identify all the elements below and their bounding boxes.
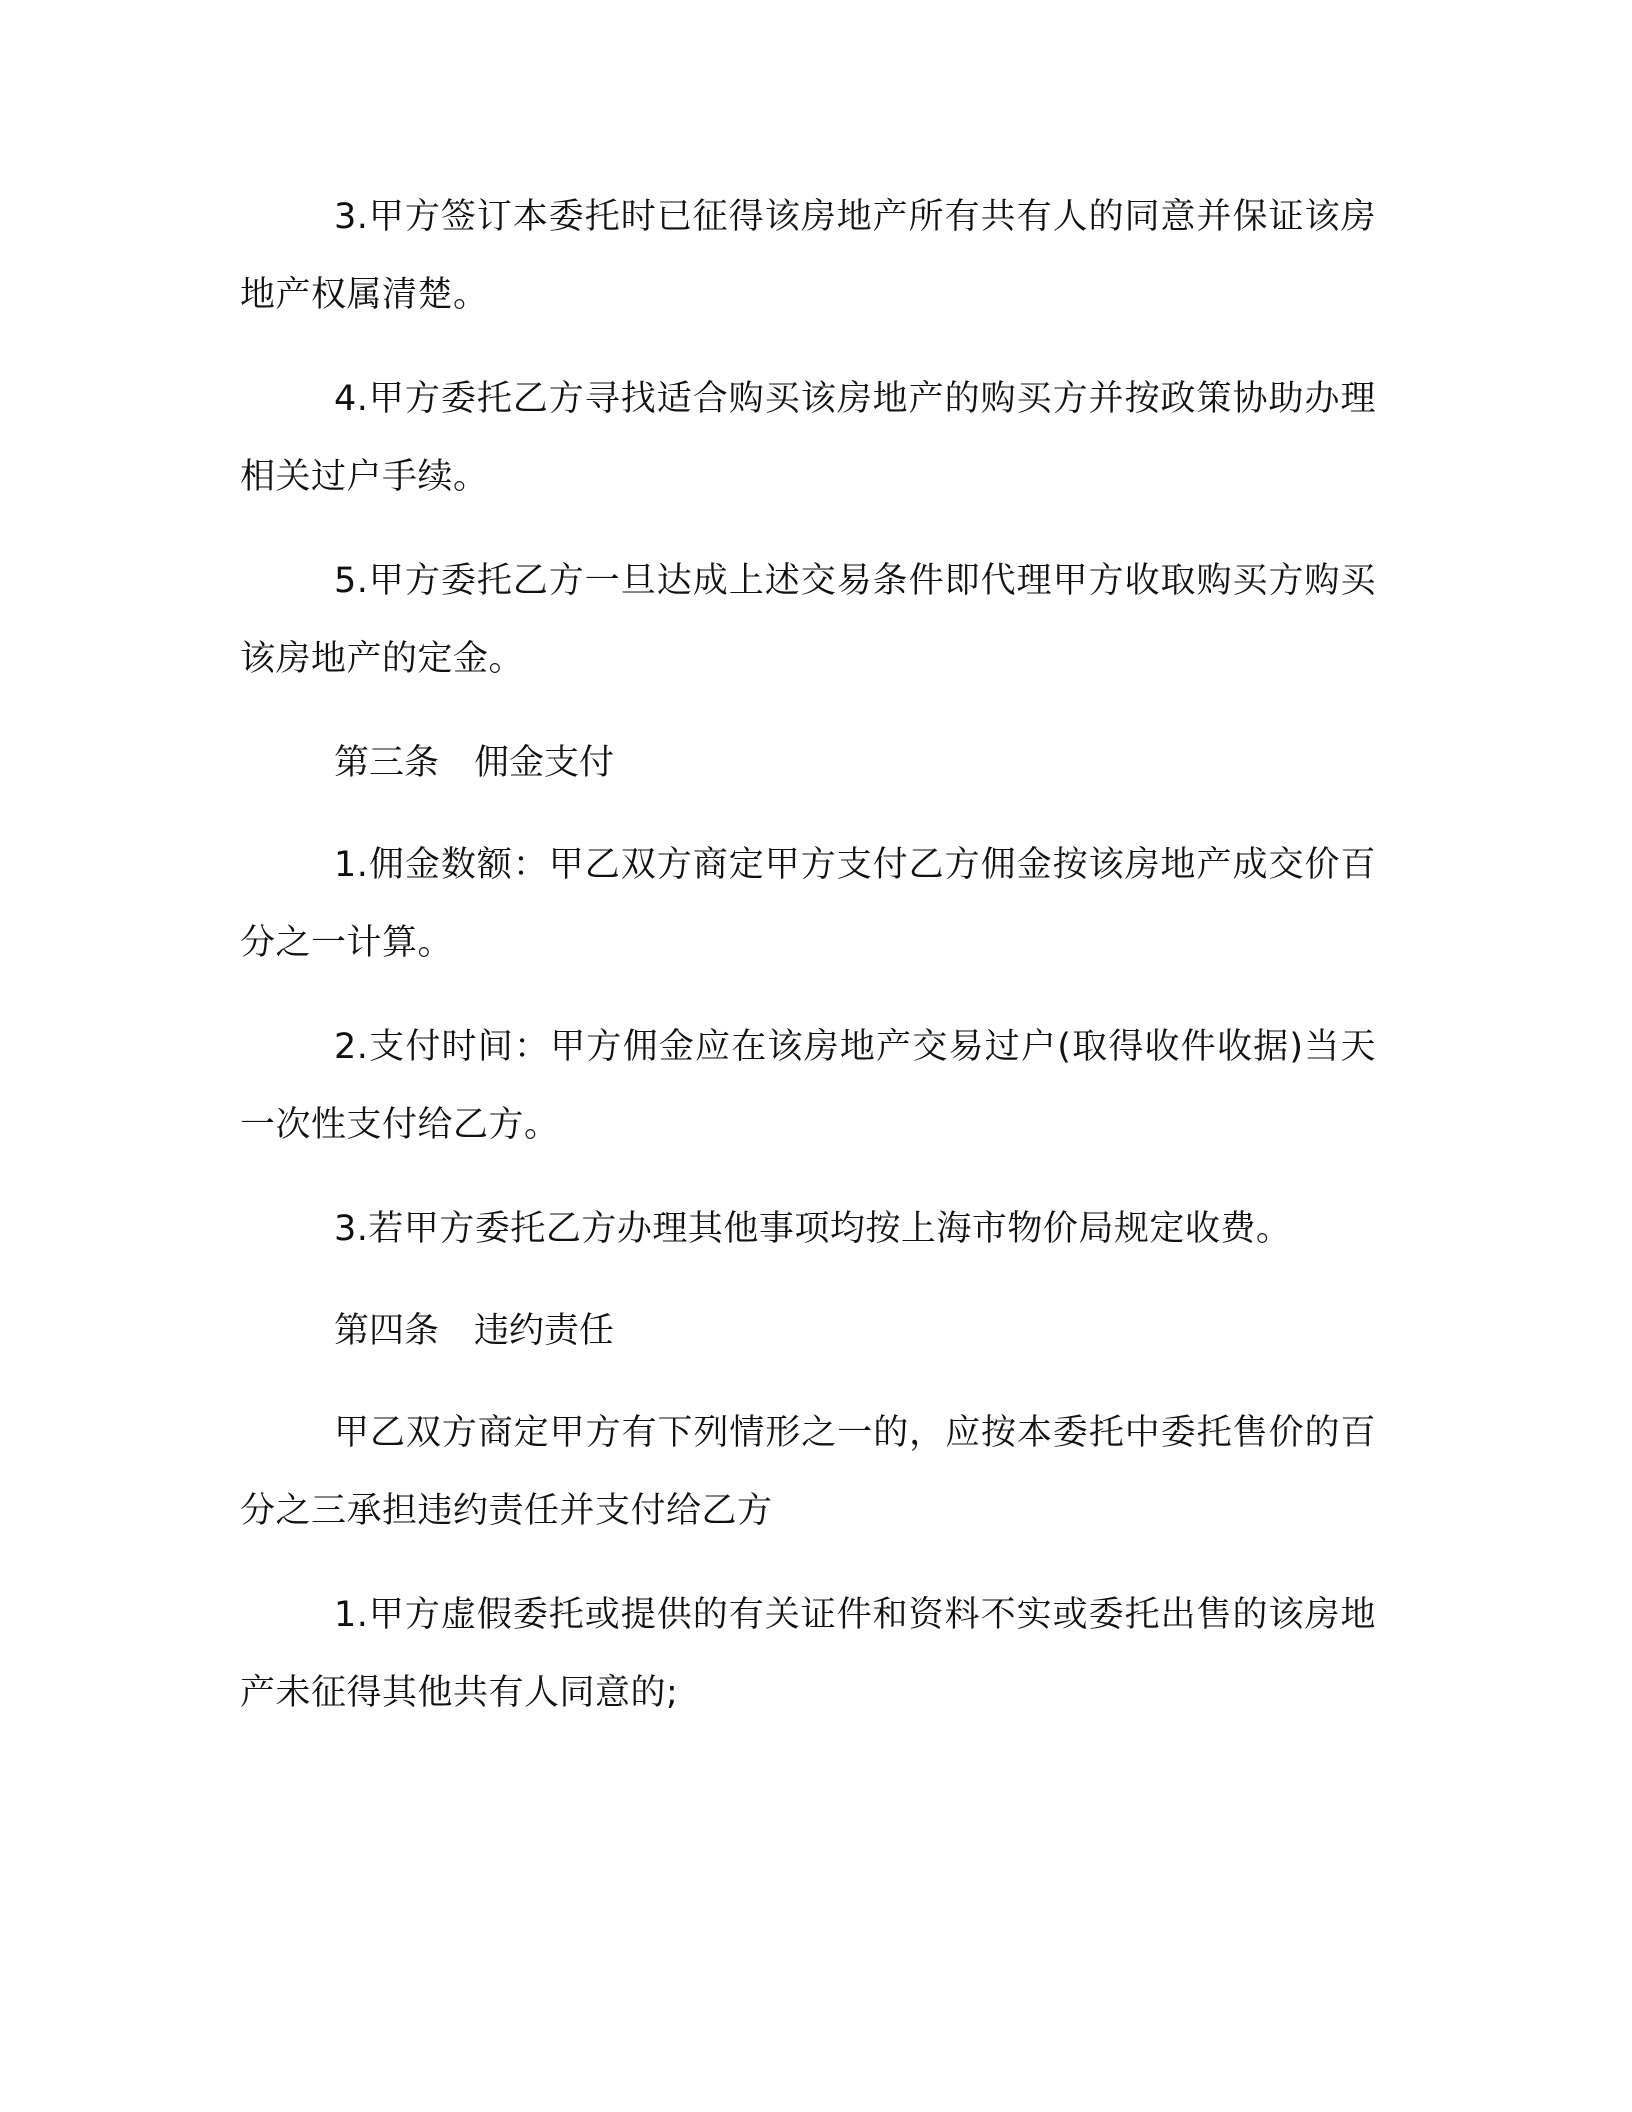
section-heading: 第三条 佣金支付 (334, 743, 615, 783)
clause-paragraph: 2.支付时间：甲方佣金应在该房地产交易过户(取得收件收据)当天一次性支付给乙方。 (240, 1027, 1376, 1145)
clause-paragraph: 甲乙双方商定甲方有下列情形之一的，应按本委托中委托售价的百分之三承担违约责任并支付给乙方 (240, 1413, 1376, 1531)
clause-paragraph: 3.甲方签订本委托时已征得该房地产所有共有人的同意并保证该房地产权属清楚。 (240, 197, 1376, 315)
clause-paragraph: 1.甲方虚假委托或提供的有关证件和资料不实或委托出售的该房地产未征得其他共有人同意的; (240, 1595, 1376, 1713)
section-heading: 第四条 违约责任 (334, 1311, 615, 1351)
clause-paragraph: 5.甲方委托乙方一旦达成上述交易条件即代理甲方收取购买方购买该房地产的定金。 (240, 561, 1376, 679)
clause-paragraph: 1.佣金数额：甲乙双方商定甲方支付乙方佣金按该房地产成交价百分之一计算。 (240, 845, 1376, 963)
clause-paragraph: 4.甲方委托乙方寻找适合购买该房地产的购买方并按政策协助办理相关过户手续。 (240, 379, 1376, 497)
clause-paragraph: 3.若甲方委托乙方办理其他事项均按上海市物价局规定收费。 (334, 1209, 1292, 1249)
